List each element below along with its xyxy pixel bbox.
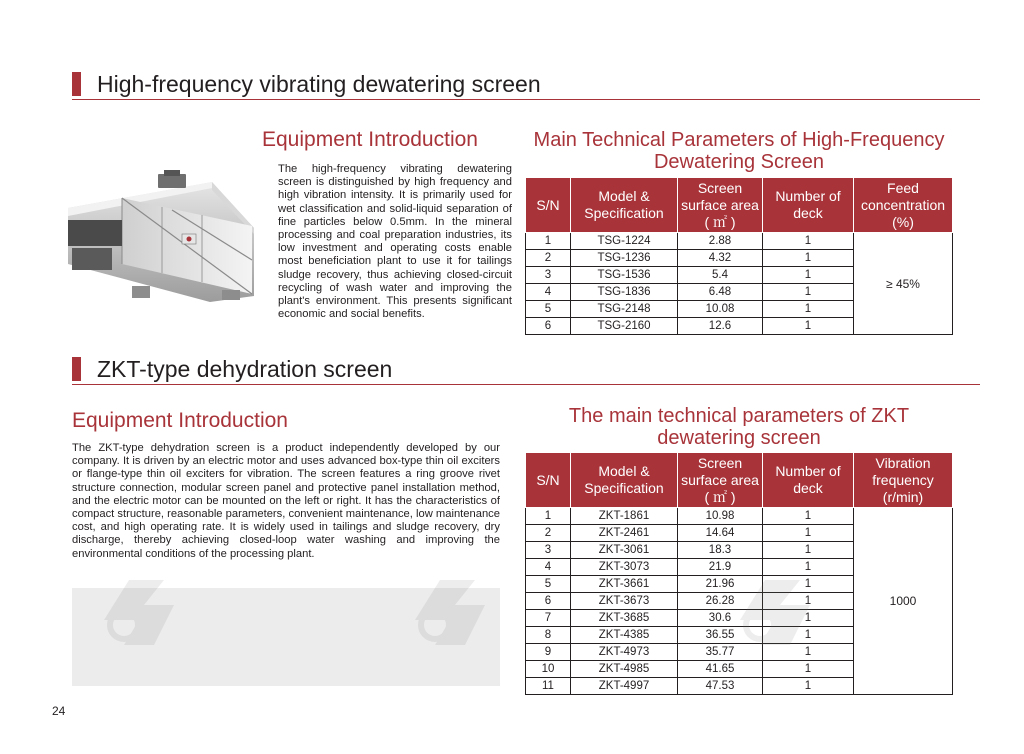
section-title: ZKT-type dehydration screen (97, 356, 393, 382)
cell-area: 10.08 (678, 301, 763, 318)
column-header: Number of deck (763, 453, 854, 508)
cell-model: ZKT-3061 (571, 542, 678, 559)
column-header: Feed concentration (%) (854, 178, 953, 233)
cell-model: ZKT-4385 (571, 627, 678, 644)
table-title: Main Technical Parameters of High-Frequency Dewatering Screen (533, 129, 945, 173)
cell-model: ZKT-3685 (571, 610, 678, 627)
cell-sn: 8 (526, 627, 571, 644)
cell-area: 47.53 (678, 678, 763, 695)
cell-model: ZKT-4997 (571, 678, 678, 695)
cell-area: 6.48 (678, 284, 763, 301)
cell-deck: 1 (763, 525, 854, 542)
cell-sn: 4 (526, 284, 571, 301)
cell-deck: 1 (763, 301, 854, 318)
cell-deck: 1 (763, 661, 854, 678)
cell-sn: 11 (526, 678, 571, 695)
cell-sn: 2 (526, 250, 571, 267)
cell-model: ZKT-2461 (571, 525, 678, 542)
cell-model: ZKT-3673 (571, 593, 678, 610)
cell-model: ZKT-3073 (571, 559, 678, 576)
table-row (526, 233, 953, 250)
equipment-introduction-text: The ZKT-type dehydration screen is a product independently developed by our company. It is driven by an electric motor and uses advanced box-type thin oil exciters or flange-type thin oil exciters for vibration. The screen features a ring groove rivet structure connection, modular screen panel and protective panel installation method, and the electric motor can be mounted on the left or right. It has the characteristics of compact structure, reasonable parameters, convenient maintenance, low maintenance cost, and high operating rate. It is widely used in tailings and sludge recovery, dry discharge, thereby achieving closed-loop water washing and improving the environmental conditions of the processing plant. (72, 442, 500, 560)
cell-deck: 1 (763, 284, 854, 301)
section-marker (72, 357, 81, 381)
cell-model: TSG-2148 (571, 301, 678, 318)
equipment-introduction-heading: Equipment Introduction (262, 128, 478, 151)
cell-sn: 5 (526, 301, 571, 318)
cell-area: 18.3 (678, 542, 763, 559)
cell-sn: 6 (526, 318, 571, 335)
cell-model: ZKT-1861 (571, 508, 678, 525)
column-header: Vibration frequency (r/min) (854, 453, 953, 508)
cell-deck: 1 (763, 508, 854, 525)
cell-vibration-frequency: 1000 (854, 508, 953, 695)
section-header-zkt (72, 355, 980, 385)
cell-deck: 1 (763, 678, 854, 695)
cell-sn: 1 (526, 233, 571, 250)
cell-area: 14.64 (678, 525, 763, 542)
table-header-row (526, 178, 953, 233)
cell-deck: 1 (763, 318, 854, 335)
column-header: Model & Specification (571, 453, 678, 508)
column-header: Screen surface area ( ㎡ ) (678, 178, 763, 233)
cell-area: 5.4 (678, 267, 763, 284)
section-header-high-frequency (72, 70, 980, 100)
cell-deck: 1 (763, 542, 854, 559)
cell-deck: 1 (763, 559, 854, 576)
cell-sn: 1 (526, 508, 571, 525)
table-row (526, 508, 953, 525)
cell-sn: 3 (526, 542, 571, 559)
cell-sn: 4 (526, 559, 571, 576)
cell-sn: 2 (526, 525, 571, 542)
cell-sn: 9 (526, 644, 571, 661)
cell-model: TSG-2160 (571, 318, 678, 335)
column-header: Model & Specification (571, 178, 678, 233)
cell-area: 2.88 (678, 233, 763, 250)
column-header: Number of deck (763, 178, 854, 233)
section-title: High-frequency vibrating dewatering screen (97, 71, 541, 97)
cell-deck: 1 (763, 233, 854, 250)
dewatering-screen-machine-image (62, 168, 262, 308)
cell-model: TSG-1836 (571, 284, 678, 301)
cell-deck: 1 (763, 644, 854, 661)
column-header: S/N (526, 453, 571, 508)
cell-model: ZKT-4973 (571, 644, 678, 661)
column-header: Screen surface area ( ㎡ ) (678, 453, 763, 508)
cell-model: ZKT-4985 (571, 661, 678, 678)
cell-area: 41.65 (678, 661, 763, 678)
cell-model: ZKT-3661 (571, 576, 678, 593)
cell-deck: 1 (763, 627, 854, 644)
equipment-introduction-heading: Equipment Introduction (72, 409, 288, 432)
cell-sn: 6 (526, 593, 571, 610)
cell-area: 26.28 (678, 593, 763, 610)
cell-area: 21.96 (678, 576, 763, 593)
cell-deck: 1 (763, 576, 854, 593)
image-placeholder-panel (72, 588, 500, 686)
zkt-params-table (525, 452, 953, 695)
page-number: 24 (52, 704, 66, 718)
cell-area: 4.32 (678, 250, 763, 267)
high-frequency-params-table (525, 177, 953, 335)
cell-area: 35.77 (678, 644, 763, 661)
section-marker (72, 72, 81, 96)
table-header-row (526, 453, 953, 508)
cell-model: TSG-1536 (571, 267, 678, 284)
cell-deck: 1 (763, 610, 854, 627)
cell-sn: 3 (526, 267, 571, 284)
equipment-introduction-text: The high-frequency vibrating dewatering screen is distinguished by high frequency and high vibration intensity. It is primarily used for wet classification and solid-liquid separation of fine particles below 0.5mm. In the mineral processing and coal preparation industries, its low investment and operating costs enable most beneficiation plant to use it for tailings sludge recovery, thus achieving closed-circuit recycling of wash water and improving the plant's environment. This presents significant economic and social benefits. (278, 163, 512, 321)
table-title: The main technical parameters of ZKT dewatering screen (568, 405, 910, 449)
column-header: S/N (526, 178, 571, 233)
cell-sn: 7 (526, 610, 571, 627)
cell-sn: 5 (526, 576, 571, 593)
cell-deck: 1 (763, 250, 854, 267)
cell-deck: 1 (763, 593, 854, 610)
cell-area: 21.9 (678, 559, 763, 576)
cell-model: TSG-1224 (571, 233, 678, 250)
cell-area: 30.6 (678, 610, 763, 627)
cell-model: TSG-1236 (571, 250, 678, 267)
cell-sn: 10 (526, 661, 571, 678)
cell-area: 10.98 (678, 508, 763, 525)
cell-feed-concentration: ≥ 45% (854, 233, 953, 335)
cell-area: 36.55 (678, 627, 763, 644)
cell-area: 12.6 (678, 318, 763, 335)
cell-deck: 1 (763, 267, 854, 284)
